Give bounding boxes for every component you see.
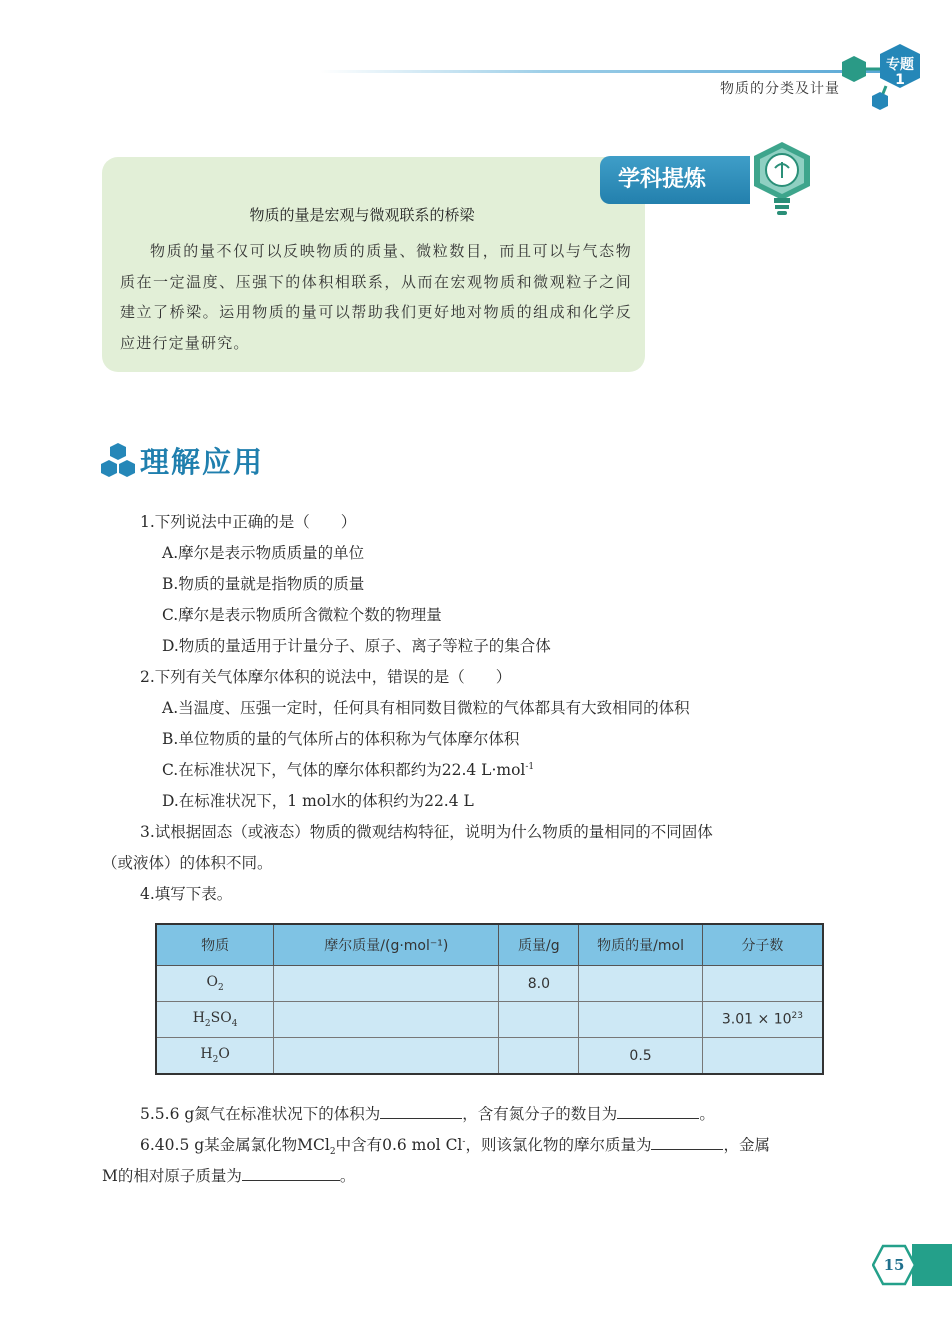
chapter-tag: [880, 58, 920, 88]
q5: [140, 1102, 715, 1124]
q2-option-d: D.在标准状况下，1 mol水的体积约为22.4 L: [162, 792, 474, 810]
formula-subscript: 2: [212, 1054, 219, 1065]
q6-line2: [102, 1164, 355, 1186]
formula-text: O: [218, 1046, 230, 1063]
count-text: 3.01 × 10: [721, 1011, 792, 1028]
mass-cell[interactable]: [499, 1038, 579, 1075]
q2-option-c: [162, 758, 534, 780]
table-header-cell: 物质的量/mol: [579, 924, 703, 966]
q6-text: 中含有0.6 mol Cl: [335, 1136, 463, 1154]
table-header-cell: 摩尔质量/(g·mol⁻¹): [274, 924, 499, 966]
q6-line1: [140, 1133, 770, 1157]
q5-blank-volume[interactable]: [380, 1117, 462, 1119]
molar-mass-cell[interactable]: [274, 966, 499, 1002]
q3-line1: 3.试根据固态（或液态）物质的微观结构特征，说明为什么物质的量相同的不同固体: [140, 823, 713, 841]
count-cell[interactable]: [702, 1038, 823, 1075]
amount-cell[interactable]: 0.5: [579, 1038, 703, 1075]
table-header-cell: 分子数: [702, 924, 823, 966]
mass-cell[interactable]: [499, 1002, 579, 1038]
molar-mass-cell[interactable]: [274, 1038, 499, 1075]
q2-option-a: A.当温度、压强一定时，任何具有相同数目微粒的气体都具有大致相同的体积: [162, 699, 690, 717]
count-cell[interactable]: [702, 1002, 823, 1038]
q1-option-b: B.物质的量就是指物质的质量: [162, 575, 365, 593]
table-header-cell: 物质: [156, 924, 274, 966]
amount-cell[interactable]: [579, 966, 703, 1002]
count-exponent: 23: [791, 1011, 803, 1022]
q5-text: 5.5.6 g氮气在标准状况下的体积为: [140, 1105, 381, 1123]
q6-text: 。: [339, 1167, 356, 1185]
table-header-cell: 质量/g: [499, 924, 579, 966]
q5-blank-count[interactable]: [617, 1117, 699, 1119]
fill-in-table: [155, 923, 824, 1075]
hexagon-cluster-icon: [100, 442, 136, 480]
substance-cell: [156, 1002, 274, 1038]
callout-body: 物质的量不仅可以反映物质的质量、微粒数目，而且可以与气态物质在一定温度、压强下的体积相联系，从而在宏观物质和微观粒子之间建立了桥梁。运用物质的量可以帮助我们更好地对物质的组成和化学反应进行定量研究。: [120, 242, 632, 352]
header-subtitle: 物质的分类及计量: [720, 81, 840, 97]
q4-stem: 4.填写下表。: [140, 885, 233, 903]
q1-option-c: C.摩尔是表示物质所含微粒个数的物理量: [162, 606, 442, 624]
molar-mass-cell[interactable]: [274, 1002, 499, 1038]
q1-option-a: A.摩尔是表示物质质量的单位: [162, 544, 365, 562]
substance-cell: [156, 1038, 274, 1075]
q5-text: 。: [699, 1105, 715, 1123]
substance-cell: [156, 966, 274, 1002]
table-header-row: [156, 924, 823, 966]
callout-badge: 学科提炼: [600, 156, 750, 204]
table-row: [156, 1038, 823, 1075]
page-number-bar: [912, 1244, 952, 1286]
q6-superscript: -: [462, 1136, 466, 1147]
q6-text: 6.40.5 g某金属氯化物MCl: [140, 1136, 330, 1154]
q2-option-c-text: C.在标准状况下，气体的摩尔体积都约为22.4 L·mol: [162, 761, 526, 779]
q3-line2: （或液体）的体积不同。: [102, 854, 273, 872]
lightbulb-icon: [748, 140, 816, 220]
q5-text: ，含有氮分子的数目为: [462, 1105, 618, 1123]
formula-text: O: [206, 974, 218, 991]
q2-stem: 2.下列有关气体摩尔体积的说法中，错误的是（ ）: [140, 668, 512, 686]
q1-stem: 1.下列说法中正确的是（ ）: [140, 513, 357, 531]
q6-text: ，则该氯化物的摩尔质量为: [465, 1136, 652, 1154]
q6-subscript: 2: [329, 1147, 336, 1158]
q6-blank-atomic-mass[interactable]: [242, 1179, 340, 1181]
chapter-tag-label: 专题: [886, 57, 914, 73]
q2-option-b: B.单位物质的量的气体所占的体积称为气体摩尔体积: [162, 730, 520, 748]
formula-text: H: [200, 1046, 213, 1063]
formula-subscript: 2: [217, 982, 224, 993]
table-row: [156, 966, 823, 1002]
chapter-tag-number: 1: [895, 72, 905, 88]
mass-cell[interactable]: 8.0: [499, 966, 579, 1002]
q2-option-c-exponent: -1: [525, 761, 535, 772]
formula-subscript: 4: [231, 1018, 238, 1029]
callout-title: 物质的量是宏观与微观联系的桥梁: [249, 206, 475, 224]
q1-option-d: D.物质的量适用于计量分子、原子、离子等粒子的集合体: [162, 637, 551, 655]
formula-text: H: [192, 1010, 205, 1027]
header-rule: [320, 70, 880, 73]
count-cell[interactable]: [702, 966, 823, 1002]
table-row: [156, 1002, 823, 1038]
formula-text: SO: [210, 1010, 232, 1027]
q6-text: M的相对原子质量为: [102, 1167, 242, 1185]
section-title: 理解应用: [140, 445, 265, 479]
formula-subscript: 2: [204, 1018, 211, 1029]
amount-cell[interactable]: [579, 1002, 703, 1038]
q6-text: ，金属: [723, 1136, 770, 1154]
q6-blank-molar-mass[interactable]: [651, 1148, 723, 1150]
page-number: 15: [883, 1256, 905, 1274]
